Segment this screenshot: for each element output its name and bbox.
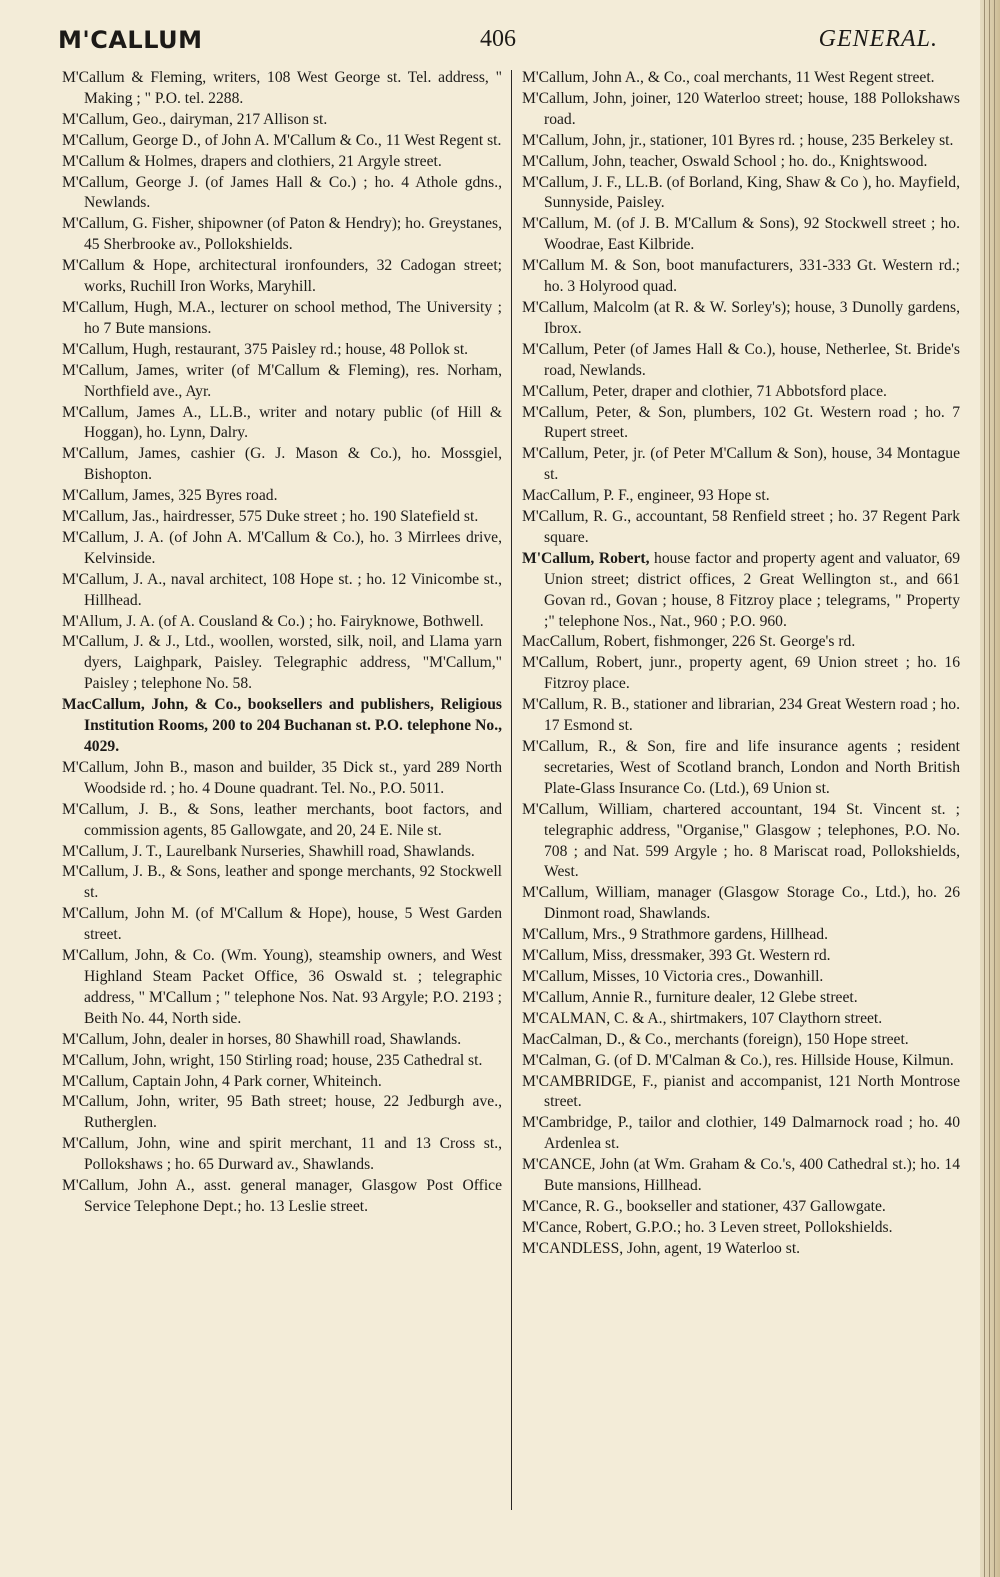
directory-entry: M'Callum, J. A. (of John A. M'Callum & Co.), ho. 3 Mirrlees drive, Kelvinside. [62,528,502,567]
page-header [58,22,938,58]
directory-entry: M'Callum, John, wine and spirit merchant, 11 and 13 Cross st., Pollokshaws ; ho. 65 Durward av., Shawlands. [62,1135,502,1174]
directory-entry: M'Callum, John, dealer in horses, 80 Shawhill road, Shawlands. [62,1030,462,1048]
directory-entry: M'Callum, John, & Co. (Wm. Young), steamship owners, and West Highland Steam Packet Office, 36 Oswald st. ; telegraphic address, " M'Callum ; " telephone Nos. Nat. 93 Argyle; P.O. 2193 ; Beith No. 44, North side. [62,947,502,1027]
directory-entry: M'Callum, G. Fisher, shipowner (of Paton & Hendry); ho. Greystanes, 45 Sherbrooke av., Pollokshields. [62,215,502,254]
directory-entry: M'Callum, Hugh, M.A., lecturer on school method, The University ; ho 7 Bute mansions. [62,298,502,337]
directory-entry: M'Callum & Holmes, drapers and clothiers, 21 Argyle street. [62,152,442,170]
directory-entry: M'Callum, J. T., Laurelbank Nurseries, Shawhill road, Shawlands. [62,842,475,860]
directory-entry: M'Callum, Peter, & Son, plumbers, 102 Gt. Western road ; ho. 7 Rupert street. [522,403,960,442]
directory-entry: M'Callum, John A., asst. general manager, Glasgow Post Office Service Telephone Dept.; ho. 13 Leslie street. [62,1177,502,1215]
directory-entry: M'Callum, John, jr., stationer, 101 Byres rd. ; house, 235 Berkeley st. [522,131,954,149]
directory-entry: M'Callum, J. B., & Sons, leather merchants, boot factors, and commission agents, 85 Gallowgate, and 20, 24 E. Nile st. [62,800,502,839]
directory-entry: M'CAMBRIDGE, F., pianist and accompanist, 121 North Montrose street. [522,1072,960,1111]
directory-entry: M'Cambridge, P., tailor and clothier, 149 Dalmarnock road ; ho. 40 Ardenlea st. [522,1114,960,1153]
directory-entry: M'Callum, James A., LL.B., writer and notary public (of Hill & Hoggan), ho. Lynn, Dalry. [62,403,502,442]
directory-entry: M'Callum, J. B., & Sons, leather and sponge merchants, 92 Stockwell st. [62,863,502,902]
directory-entry: M'Callum, R., & Son, fire and life insurance agents ; resident secretaries, West of Scotland branch, London and North British Plate-Glass Insurance Co. (Ltd.), 69 Union st. [522,738,960,797]
directory-entry: M'Callum, Misses, 10 Victoria cres., Dowanhill. [522,967,824,985]
directory-entry: M'Callum, Geo., dairyman, 217 Allison st. [62,110,328,128]
directory-entry: M'Callum, Peter, jr. (of Peter M'Callum & Son), house, 34 Montague st. [522,445,960,484]
directory-entry: M'Callum, Robert, junr., property agent, 69 Union street ; ho. 16 Fitzroy place. [522,654,960,693]
directory-entry: M'Callum, John B., mason and builder, 35 Dick st., yard 289 North Woodside rd. ; ho. 4 Doune quadrant. Tel. No., P.O. 5011. [62,758,502,797]
directory-entry: M'Cance, R. G., bookseller and stationer, 437 Gallowgate. [522,1197,886,1215]
directory-entry: M'CALMAN, C. & A., shirtmakers, 107 Claythorn street. [522,1009,883,1027]
directory-entry: MacCalman, D., & Co., merchants (foreign), 150 Hope street. [522,1030,909,1048]
directory-entry: M'Callum, Captain John, 4 Park corner, Whiteinch. [62,1072,382,1090]
directory-entry: M'Allum, J. A. (of A. Cousland & Co.) ; ho. Fairyknowe, Bothwell. [62,612,484,630]
running-head-section: GENERAL. [818,26,938,52]
directory-entry: MacCallum, John, & Co., booksellers and publishers, Religious Institution Rooms, 200 to 204 Buchanan st. P.O. telephone No., 4029. [62,696,502,755]
directory-entry: M'Callum & Fleming, writers, 108 West George st. Tel. address, " Making ; " P.O. tel. 2288. [62,69,502,107]
directory-entry: M'Callum, Annie R., furniture dealer, 12 Glebe street. [522,988,858,1006]
directory-entry: M'Callum, Robert, house factor and property agent and valuator, 69 Union street; district offices, 2 Great Wellington st., and 661 Govan rd., Govan ; house, 8 Fitzroy place ; telegrams, " Property ;" telephone Nos., Nat., 960 ; P.O. 960. [522,549,960,630]
directory-entry: M'Callum, J. F., LL.B. (of Borland, King, Shaw & Co ), ho. Mayfield, Sunnyside, Paisley. [522,173,960,212]
directory-entry: M'Callum, John, joiner, 120 Waterloo street; house, 188 Pollokshaws road. [522,89,960,128]
book-edge [980,0,1000,1577]
directory-entry: M'Callum, R. G., accountant, 58 Renfield street ; ho. 37 Regent Park square. [522,508,960,546]
entry-lead: M'Callum, Robert, [522,549,650,567]
directory-entry: M'Callum, Miss, dressmaker, 393 Gt. Western rd. [522,947,831,965]
directory-entry: M'CANCE, John (at Wm. Graham & Co.'s, 400 Cathedral st.); ho. 14 Bute mansions, Hillhead. [522,1156,960,1195]
directory-entry: M'Callum, George D., of John A. M'Callum & Co., 11 West Regent st. [62,131,502,149]
directory-entry: MacCallum, Robert, fishmonger, 226 St. George's rd. [522,633,856,651]
directory-entry: M'Callum, John, writer, 95 Bath street; house, 22 Jedburgh ave., Rutherglen. [62,1093,502,1132]
directory-entry: M'Callum, John A., & Co., coal merchants, 11 West Regent street. [522,69,935,86]
directory-entry: M'Callum, James, 325 Byres road. [62,487,278,505]
directory-entry: M'Callum, J. & J., Ltd., woollen, worsted, silk, noil, and Llama yarn dyers, Laighpark, Paisley. Telegraphic address, "M'Callum," Paisley ; telephone No. 58. [62,633,502,693]
column-divider [511,70,512,1510]
directory-entry: M'Callum, Malcolm (at R. & W. Sorley's); house, 3 Dunolly gardens, Ibrox. [522,298,960,337]
right-column [522,68,960,1260]
directory-entry: M'Callum, J. A., naval architect, 108 Hope st. ; ho. 12 Vinicombe st., Hillhead. [62,570,502,609]
directory-entry: M'Callum, M. (of J. B. M'Callum & Sons), 92 Stockwell street ; ho. Woodrae, East Kilbride. [522,215,960,254]
directory-entry: M'Calman, G. (of D. M'Calman & Co.), res. Hillside House, Kilmun. [522,1051,954,1069]
directory-entry: M'Callum, Jas., hairdresser, 575 Duke street ; ho. 190 Slatefield st. [62,508,479,526]
directory-entry: M'Callum, William, chartered accountant, 194 St. Vincent st. ; telegraphic address, "Organise," Glasgow ; telephones, P.O. No. 708 ; and Nat. 599 Argyle ; ho. 8 Mariscat road, Pollokshields, West. [522,800,960,881]
page-number: 406 [480,26,516,52]
directory-entry: M'Callum, William, manager (Glasgow Storage Co., Ltd.), ho. 26 Dinmont road, Shawlands. [522,884,960,923]
directory-entry: MacCallum, P. F., engineer, 93 Hope st. [522,487,770,505]
directory-entry: M'Callum, Peter (of James Hall & Co.), house, Netherlee, St. Bride's road, Newlands. [522,340,960,379]
directory-entry: M'Callum, Hugh, restaurant, 375 Paisley rd.; house, 48 Pollok st. [62,340,469,358]
directory-entry: M'Callum, George J. (of James Hall & Co.) ; ho. 4 Athole gdns., Newlands. [62,173,502,212]
directory-entry: M'Callum, John, teacher, Oswald School ; ho. do., Knightswood. [522,152,928,170]
directory-entry: M'Callum, John M. (of M'Callum & Hope), house, 5 West Garden street. [62,905,502,944]
directory-entry: M'Callum, John, wright, 150 Stirling road; house, 235 Cathedral st. [62,1051,483,1069]
directory-entry: M'Callum, James, cashier (G. J. Mason & Co.), ho. Mossgiel, Bishopton. [62,445,502,484]
left-column [62,68,502,1218]
directory-entry: M'Callum, Peter, draper and clothier, 71 Abbotsford place. [522,382,887,400]
directory-entry: M'Callum M. & Son, boot manufacturers, 331-333 Gt. Western rd.; ho. 3 Holyrood quad. [522,257,960,296]
directory-entry: M'Callum & Hope, architectural ironfounders, 32 Cadogan street; works, Ruchill Iron Works, Maryhill. [62,257,502,296]
directory-entry: M'Callum, Mrs., 9 Strathmore gardens, Hillhead. [522,926,828,944]
running-head-surname: M'CALLUM [58,26,203,54]
directory-entry: M'Callum, James, writer (of M'Callum & Fleming), res. Norham, Northfield ave., Ayr. [62,361,502,400]
directory-entry: M'Cance, Robert, G.P.O.; ho. 3 Leven street, Pollokshields. [522,1218,893,1236]
directory-entry: M'CANDLESS, John, agent, 19 Waterloo st. [522,1239,801,1257]
directory-entry: M'Callum, R. B., stationer and librarian, 234 Great Western road ; ho. 17 Esmond st. [522,696,960,735]
